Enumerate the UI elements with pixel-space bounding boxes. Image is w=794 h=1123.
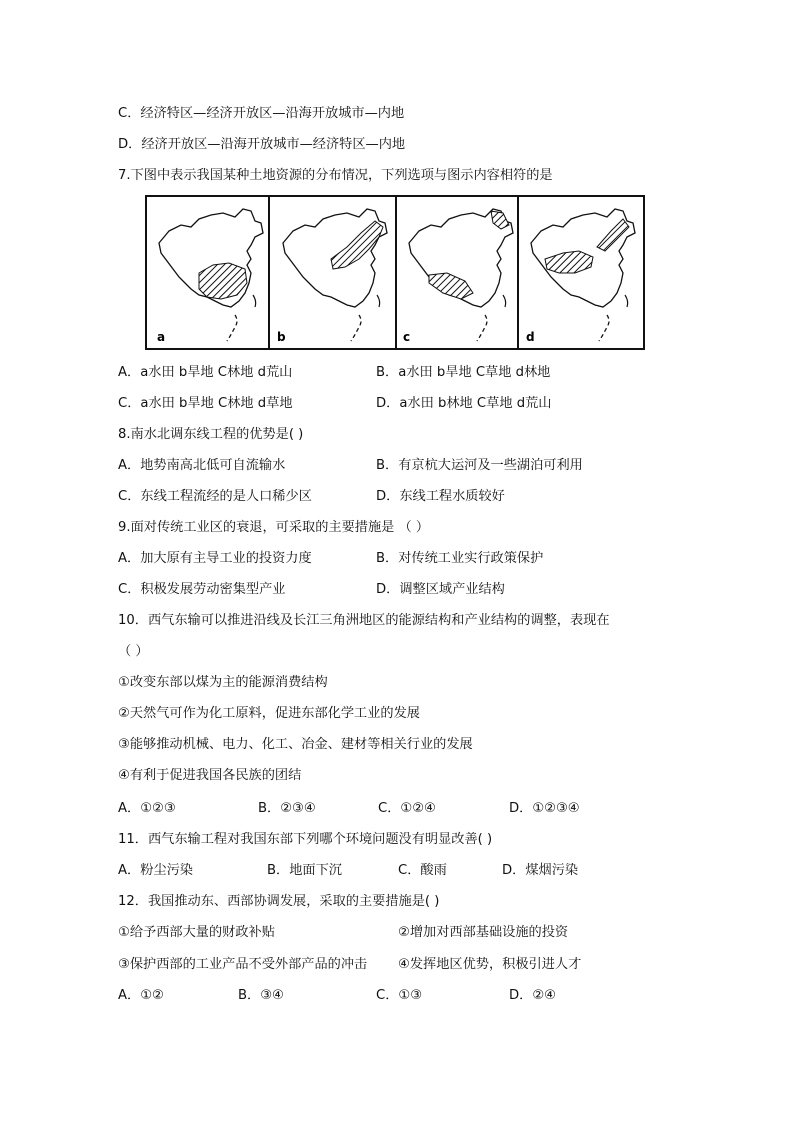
q9-stem: 9.面对传统工业区的衰退，可采取的主要措施是 （ ）: [118, 520, 430, 535]
q7-option-a: A．a水田 b旱地 C林地 d荒山: [118, 365, 293, 380]
q11-stem: 11．西气东输工程对我国东部下列哪个环境问题没有明显改善( ): [118, 832, 493, 847]
q8-option-b: B．有京杭大运河及一些湖泊可利用: [376, 458, 583, 473]
q10-paren: （ ）: [118, 644, 149, 659]
q12-item-1: ①给予西部大量的财政补贴: [118, 925, 275, 940]
map-label-d: d: [526, 330, 535, 344]
q6-option-d: D．经济开放区—沿海开放城市—经济特区—内地: [118, 137, 406, 152]
q10-item-2: ②天然气可作为化工原料，促进东部化学工业的发展: [118, 706, 420, 721]
map-label-c: c: [403, 330, 411, 344]
q11-option-c: C．酸雨: [398, 863, 447, 878]
q9-option-c: C．积极发展劳动密集型产业: [118, 582, 286, 597]
q9-option-b: B．对传统工业实行政策保护: [376, 551, 544, 566]
q9-option-a: A．加大原有主导工业的投资力度: [118, 551, 312, 566]
q11-option-d: D．煤烟污染: [502, 863, 579, 878]
q11-option-b: B．地面下沉: [267, 863, 342, 878]
q8-option-a: A．地势南高北低可自流输水: [118, 458, 286, 473]
q12-option-c: C．①③: [376, 988, 423, 1003]
q8-option-c: C．东线工程流经的是人口稀少区: [118, 489, 312, 504]
map-label-b: b: [277, 330, 286, 344]
q12-option-b: B．③④: [238, 988, 284, 1003]
q11-option-a: A．粉尘污染: [118, 863, 193, 878]
q10-item-3: ③能够推动机械、电力、化工、冶金、建材等相关行业的发展: [118, 737, 473, 752]
q7-option-b: B．a水田 b旱地 C草地 d林地: [376, 365, 551, 380]
map-label-a: a: [157, 330, 166, 344]
q10-option-d: D．①②③④: [509, 801, 580, 816]
q10-option-c: C．①②④: [378, 801, 436, 816]
q10-option-a: A．①②③: [118, 801, 176, 816]
q8-stem: 8.南水北调东线工程的优势是( ): [118, 427, 304, 442]
q12-option-a: A．①②: [118, 988, 164, 1003]
q12-item-4: ④发挥地区优势，积极引进人才: [398, 957, 582, 972]
q9-option-d: D．调整区域产业结构: [376, 582, 505, 597]
q10-item-4: ④有利于促进我国各民族的团结: [118, 768, 302, 783]
q10-option-b: B．②③④: [258, 801, 316, 816]
q8-option-d: D．东线工程水质较好: [376, 489, 505, 504]
q12-option-d: D．②④: [509, 988, 556, 1003]
q7-option-d: D．a水田 b林地 C草地 d荒山: [376, 396, 552, 411]
land-resource-maps: [145, 195, 645, 350]
q7-option-c: C．a水田 b旱地 C林地 d草地: [118, 396, 293, 411]
q12-item-3: ③保护西部的工业产品不受外部产品的冲击: [118, 957, 368, 972]
q10-stem: 10．西气东输可以推进沿线及长江三角洲地区的能源结构和产业结构的调整，表现在: [118, 613, 610, 628]
q7-stem: 7.下图中表示我国某种土地资源的分布情况，下列选项与图示内容相符的是: [118, 168, 553, 183]
q12-item-2: ②增加对西部基础设施的投资: [398, 925, 569, 940]
q6-option-c: C．经济特区—经济开放区—沿海开放城市—内地: [118, 106, 405, 121]
q12-stem: 12．我国推动东、西部协调发展，采取的主要措施是( ): [118, 894, 440, 909]
q10-item-1: ①改变东部以煤为主的能源消费结构: [118, 675, 328, 690]
